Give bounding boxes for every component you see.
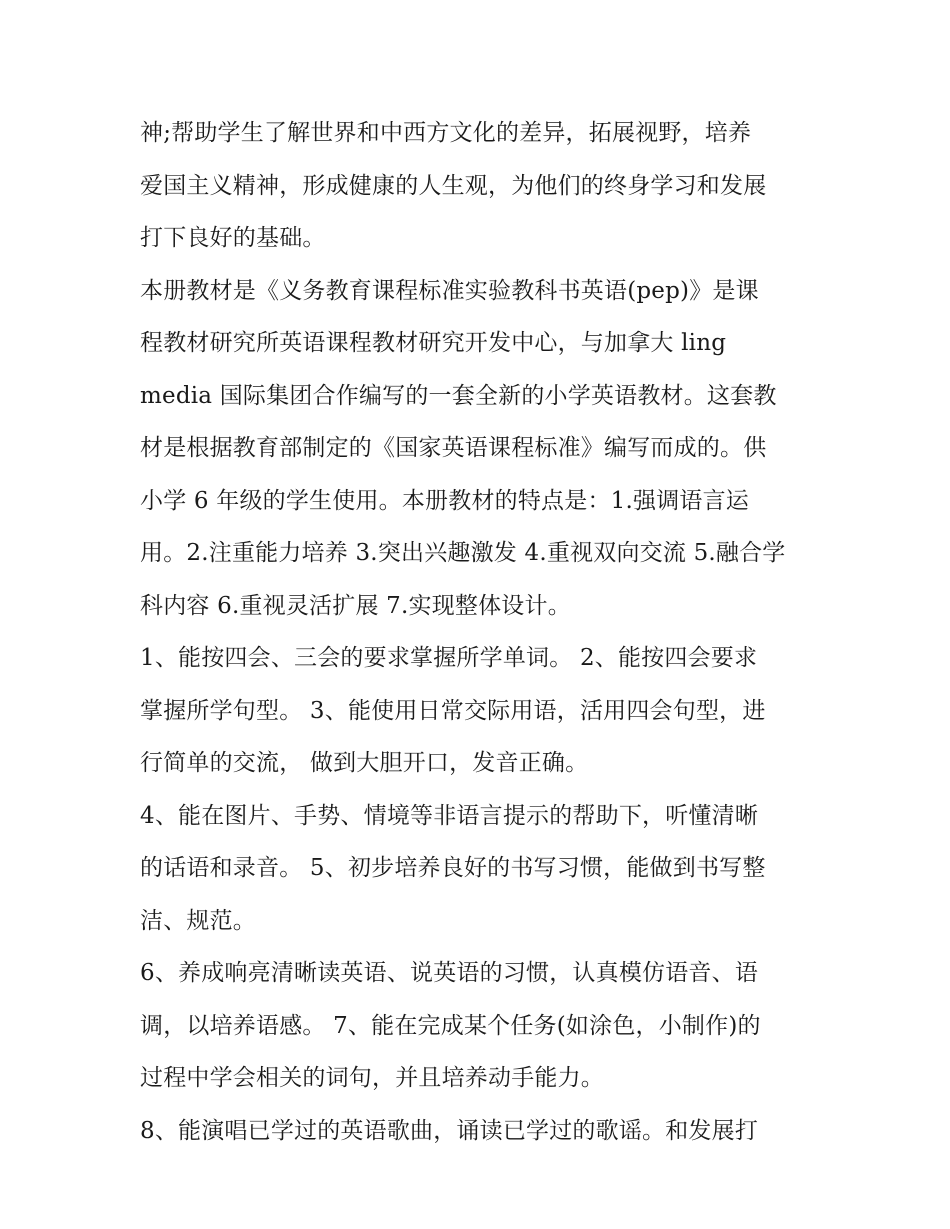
- text-line: 掌握所学句型。 3、能使用日常交际用语，活用四会句型，进: [140, 697, 766, 724]
- text-line: media 国际集团合作编写的一套全新的小学英语教材。这套教: [140, 382, 777, 409]
- text-line: 用。2.注重能力培养 3.突出兴趣激发 4.重视双向交流 5.融合学: [140, 540, 786, 566]
- text-line: 1、能按四会、三会的要求掌握所学单词。 2、能按四会要求: [140, 645, 758, 671]
- text-line: 爱国主义精神，形成健康的人生观，为他们的终身学习和发展: [140, 172, 767, 199]
- text-line: 材是根据教育部制定的《国家英语课程标准》编写而成的。供: [140, 435, 767, 461]
- text-line: 小学 6 年级的学生使用。本册教材的特点是：1.强调语言运: [140, 487, 749, 514]
- text-line: 的话语和录音。 5、初步培养良好的书写习惯，能做到书写整: [140, 855, 766, 881]
- document-body: [140, 107, 820, 1157]
- text-line: 8、能演唱已学过的英语歌曲，诵读已学过的歌谣。和发展打: [140, 1117, 759, 1144]
- text-line: 过程中学会相关的词句，并且培养动手能力。: [140, 1065, 604, 1091]
- text-line: 程教材研究所英语课程教材研究开发中心，与加拿大 ling: [140, 330, 727, 356]
- text-line: 调，以培养语感。 7、能在完成某个任务(如涂色，小制作)的: [140, 1012, 761, 1039]
- text-line: 6、养成响亮清晰读英语、说英语的习惯，认真模仿语音、语: [140, 960, 759, 986]
- text-line: 科内容 6.重视灵活扩展 7.实现整体设计。: [140, 592, 571, 619]
- text-line: 打下良好的基础。: [140, 225, 326, 251]
- text-line: 神;帮助学生了解世界和中西方文化的差异，拓展视野，培养: [140, 120, 752, 146]
- text-line: 行简单的交流， 做到大胆开口，发音正确。: [140, 750, 589, 776]
- text-line: 本册教材是《义务教育课程标准实验教科书英语(pep)》是课: [140, 277, 759, 304]
- text-line: 4、能在图片、手势、情境等非语言提示的帮助下，听懂清晰: [140, 802, 759, 829]
- text-line: 洁、规范。: [140, 907, 256, 934]
